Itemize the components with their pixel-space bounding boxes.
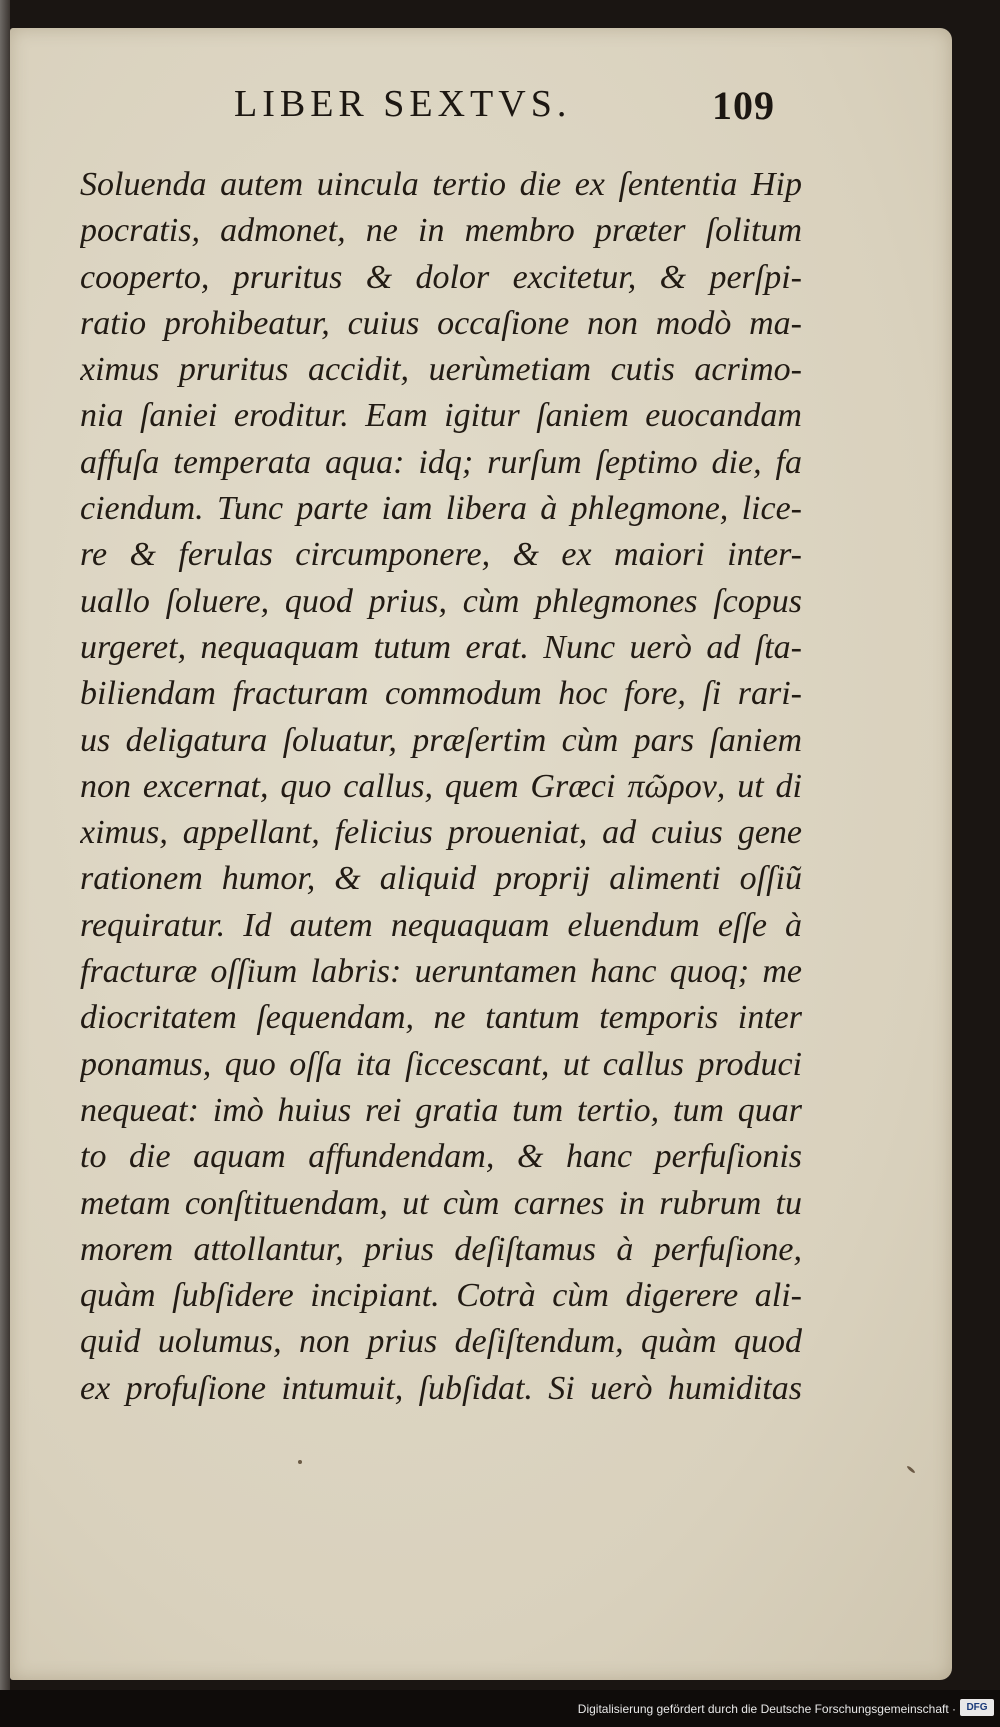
text-line: nia ſaniei eroditur. Eam igitur ſaniem euocandam — [80, 397, 802, 435]
text-line: ponamus, quo oſſa ita ſiccescant, ut callus produci — [80, 1045, 802, 1083]
text-line: ex profuſione intumuit, ſubſidat. Si uerò humiditas — [80, 1369, 802, 1407]
text-line: nequeat: imò huius rei gratia tum tertio, tum quar — [80, 1091, 802, 1129]
text-line: cooperto, pruritus & dolor excitetur, & perſpi- — [80, 258, 802, 296]
body-text — [80, 162, 802, 1412]
text-line: ratio prohibeatur, cuius occaſione non modò ma- — [80, 304, 802, 342]
dfg-logo: DFG — [960, 1699, 994, 1716]
text-line: morem attollantur, prius deſiſtamus à perfuſione, — [80, 1230, 802, 1268]
text-line: ximus pruritus accidit, uerùmetiam cutis acrimo- — [80, 351, 802, 389]
text-line: diocritatem ſequendam, ne tantum temporis inter — [80, 999, 802, 1037]
text-line: quàm ſubſidere incipiant. Cotrà cùm digerere ali- — [80, 1277, 802, 1315]
text-line: non excernat, quo callus, quem Græci πῶρον, ut di — [80, 767, 802, 805]
text-line: to die aquam affundendam, & hanc perfuſionis — [80, 1138, 802, 1176]
text-line: Soluenda autem uincula tertio die ex ſententia Hip — [80, 166, 802, 203]
text-line: biliendam fracturam commodum hoc fore, ſi rari- — [80, 675, 802, 713]
text-line: quid uolumus, non prius deſiſtendum, quàm quod — [80, 1323, 802, 1361]
text-line: urgeret, nequaquam tutum erat. Nunc uerò ad ſta- — [80, 628, 802, 666]
text-line: ciendum. Tunc parte iam libera à phlegmone, lice- — [80, 490, 802, 528]
paper-speck — [906, 1465, 916, 1474]
book-binding-edge — [0, 0, 10, 1727]
page-number: 109 — [712, 83, 775, 128]
text-line: requiratur. Id autem nequaquam eluendum eſſe à — [80, 906, 802, 944]
text-line: ximus, appellant, felicius proueniat, ad cuius gene — [80, 814, 802, 852]
digitization-credit: Digitalisierung gefördert durch die Deutsche Forschungsgemeinschaft · — [577, 1702, 956, 1716]
running-title: LIBER SEXTVS. — [234, 83, 572, 125]
text-line: fracturæ oſſium labris: ueruntamen hanc quoq; me — [80, 953, 802, 991]
text-line: rationem humor, & aliquid proprij alimenti oſſiũ — [80, 860, 802, 898]
text-line: re & ferulas circumponere, & ex maiori inter- — [80, 536, 802, 574]
text-line: us deligatura ſoluatur, præſertim cùm pars ſaniem — [80, 721, 802, 759]
text-line: metam conſtituendam, ut cùm carnes in rubrum tu — [80, 1184, 802, 1222]
text-line: pocratis, admonet, ne in membro præter ſolitum — [80, 212, 802, 250]
text-line: affuſa temperata aqua: idq; rurſum ſeptimo die, fa — [80, 443, 802, 481]
paper-speck — [298, 1460, 302, 1464]
page-header — [210, 82, 810, 132]
footer-bar — [0, 1690, 1000, 1727]
text-line: uallo ſoluere, quod prius, cùm phlegmones ſcopus — [80, 582, 802, 620]
